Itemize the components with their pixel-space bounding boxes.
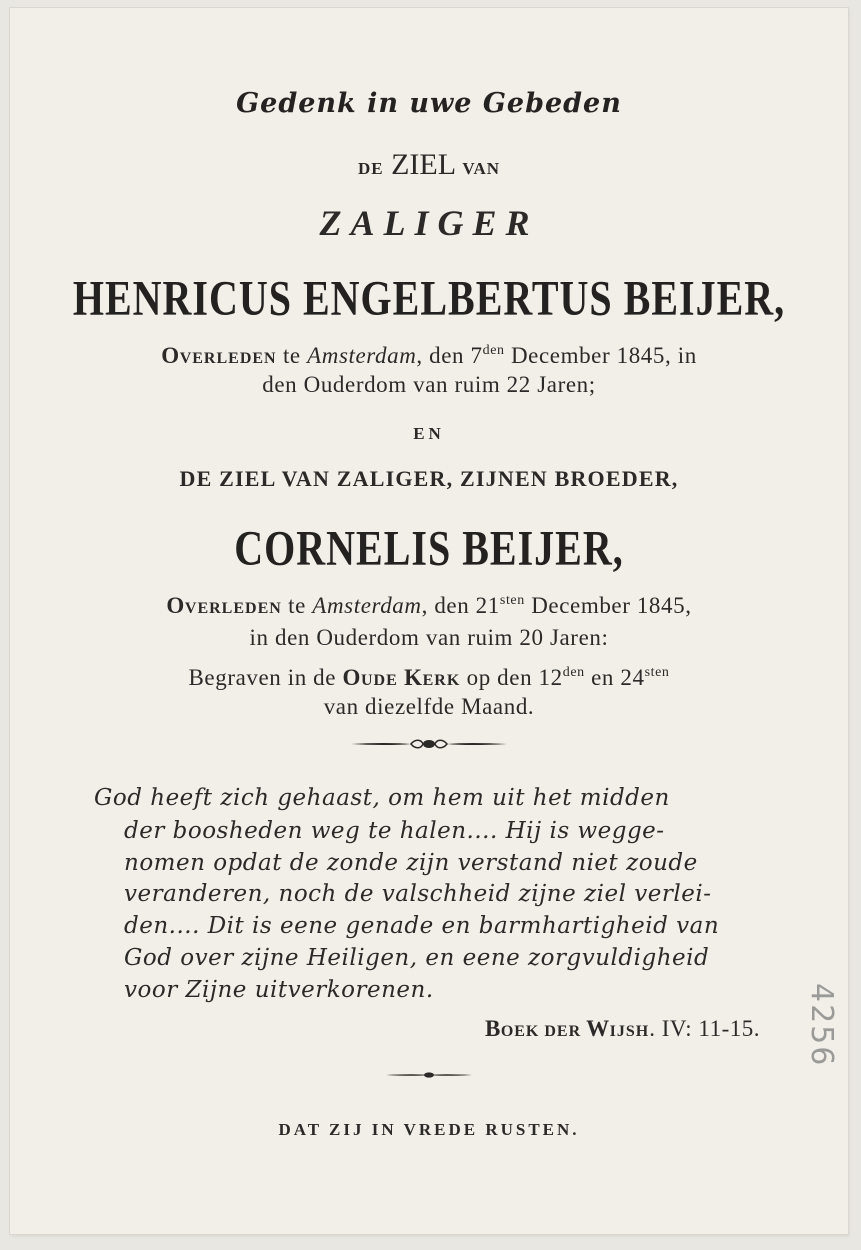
p2-sup: sten: [499, 593, 525, 608]
p1-den: , den 7: [416, 343, 483, 368]
p2-city: Amsterdam: [312, 593, 422, 618]
quote-line-5: den.... Dit is eene genade en barmhartigheid van: [124, 913, 720, 939]
src-oek: OEK: [500, 1023, 540, 1040]
p2-rest: December 1845,: [524, 593, 692, 618]
burial-erk: ERK: [422, 672, 461, 689]
brother-line: DE ZIEL VAN ZALIGER, ZIJNEN BROEDER,: [179, 466, 679, 491]
burial-k: K: [404, 665, 423, 690]
p1-verleden: VERLEDEN: [179, 350, 277, 367]
zaliger-heading: ZALIGER: [319, 203, 539, 243]
src-w: W: [586, 1016, 610, 1041]
burial-line: [10, 665, 848, 691]
person2-name: CORNELIS BEIJER,: [234, 519, 624, 576]
burial-line-2: van diezelfde Maand.: [323, 694, 535, 719]
person1-death-line: [10, 343, 848, 369]
small-divider-icon: [10, 1065, 848, 1084]
pencil-annotation: [790, 975, 850, 1075]
quote-line-7: voor Zijne uitverkorenen.: [124, 977, 434, 1003]
burial-ude: UDE: [360, 672, 398, 689]
quote-line-6: God over zijne Heiligen, en eene zorgvuldigheid: [124, 945, 710, 971]
soul-ziel: ZIEL: [391, 148, 455, 181]
p2-o: O: [166, 593, 185, 618]
soul-of-line: [10, 148, 848, 182]
p2-den: , den 21: [421, 593, 500, 618]
person2-death-line: [10, 593, 848, 619]
burial-sup2: sten: [644, 665, 670, 680]
quote-line-1: God heeft zich gehaast, om hem uit het midden: [94, 785, 670, 811]
src-ref: . IV: 11-15.: [649, 1016, 760, 1041]
burial-pre: Begraven in de: [188, 665, 343, 690]
src-ijsh: IJSH: [609, 1023, 650, 1040]
p2-verleden: VERLEDEN: [184, 600, 282, 617]
person1-age-line: den Ouderdom van ruim 22 Jaren;: [262, 372, 596, 397]
p1-sup: den: [482, 343, 505, 358]
en-divider-text: EN: [413, 424, 445, 443]
src-b: B: [484, 1016, 501, 1041]
soul-van: VAN: [462, 159, 501, 178]
burial-sup1: den: [562, 665, 585, 680]
quote-source: [485, 1016, 760, 1042]
closing-line: DAT ZIJ IN VREDE RUSTEN.: [278, 1120, 580, 1139]
p1-city: Amsterdam: [307, 343, 417, 368]
p1-te: te: [276, 343, 308, 368]
quote-line-2: der boosheden weg te halen.... Hij is wegge-: [124, 818, 665, 844]
person2-age-line: in den Ouderdom van ruim 20 Jaren:: [249, 625, 609, 650]
soul-de: DE: [357, 159, 384, 178]
quote-line-4: veranderen, noch de valschheid zijne ziel verlei-: [124, 881, 712, 907]
header-gedenk: Gedenk in uwe Gebeden: [236, 88, 622, 119]
pencil-annotation-text: 4256: [804, 983, 839, 1068]
burial-en: en 24: [584, 665, 645, 690]
p1-rest: December 1845, in: [504, 343, 697, 368]
src-der: DER: [539, 1023, 587, 1040]
burial-mid: op den 12: [460, 665, 563, 690]
p2-te: te: [281, 593, 313, 618]
person1-name: HENRICUS ENGELBERTUS BEIJER,: [72, 269, 786, 326]
quote-line-3: nomen opdat de zonde zijn verstand niet zoude: [124, 850, 698, 876]
memorial-card: [10, 8, 848, 1234]
ornament-divider-icon: [10, 736, 848, 756]
burial-o: O: [342, 665, 361, 690]
p1-o: O: [161, 343, 180, 368]
